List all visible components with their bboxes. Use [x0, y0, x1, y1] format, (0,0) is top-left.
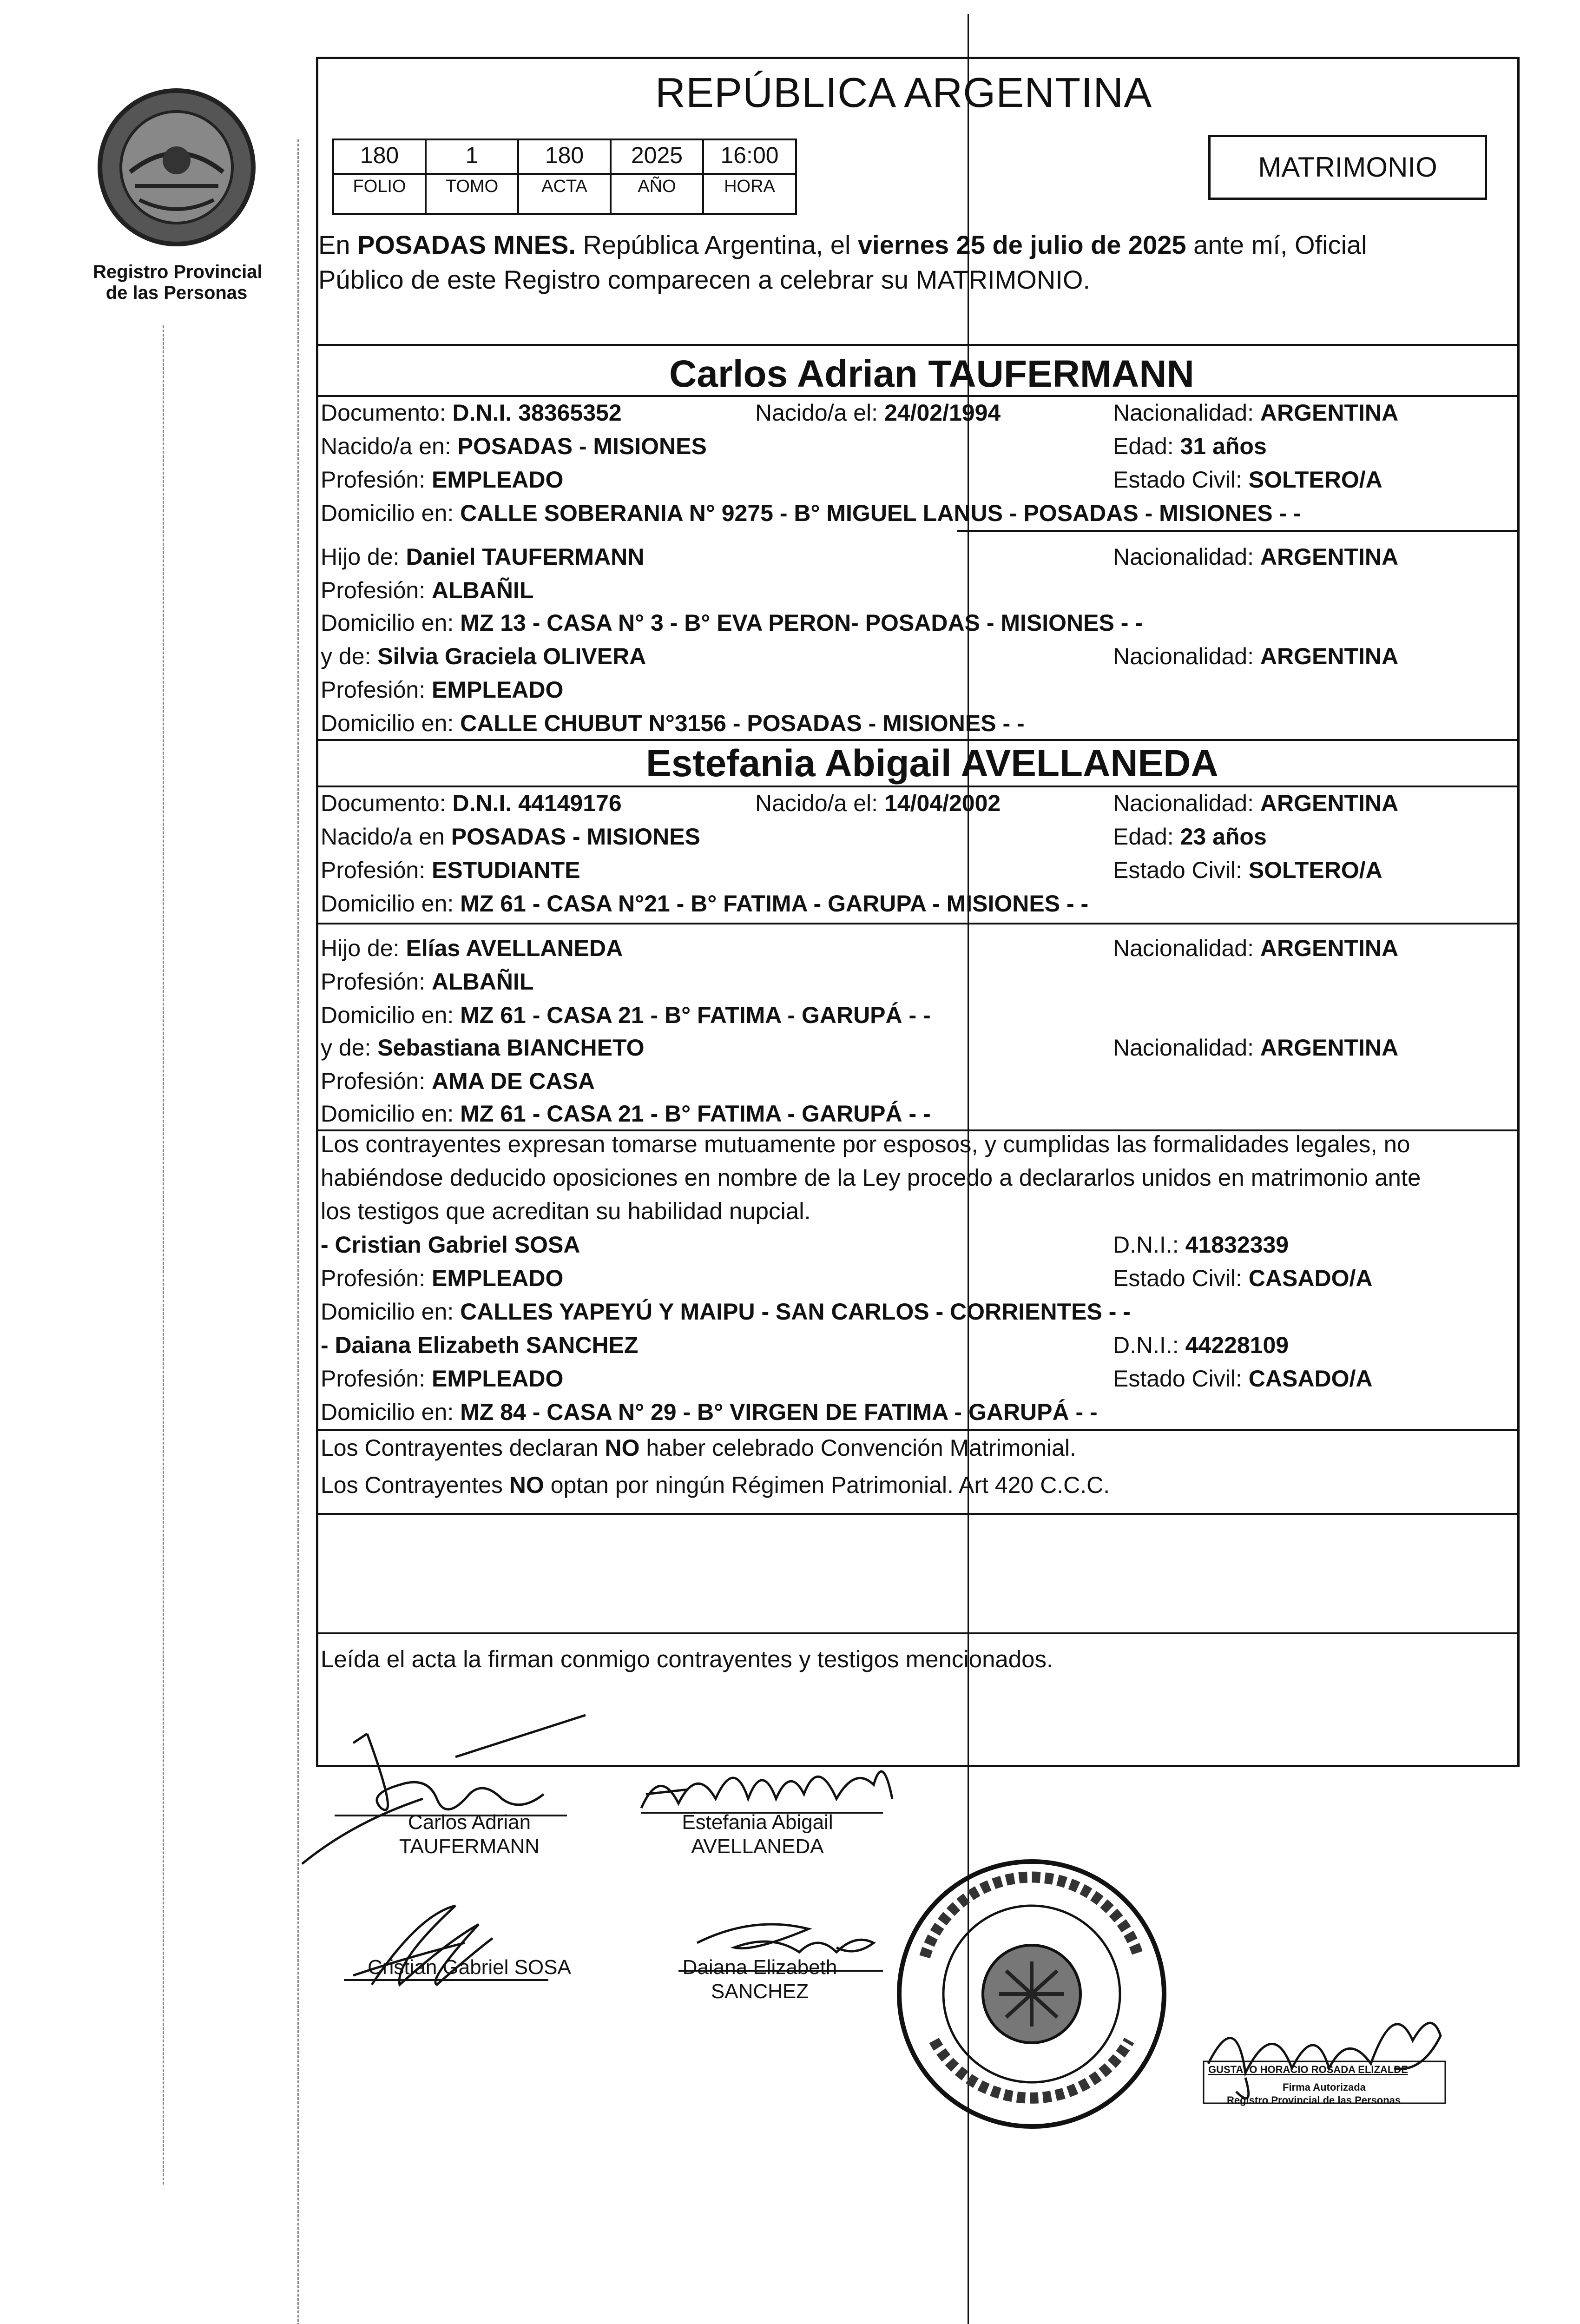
divider-spouse2: [316, 786, 1520, 787]
spouse2-father: Hijo de: Elías AVELLANEDA: [321, 935, 623, 961]
witness1-dni: D.N.I.: 41832339: [1113, 1232, 1289, 1258]
official-seal-icon: [892, 1855, 1171, 2133]
declaration-line-2: habiéndose deducido oposiciones en nombre de la Ley procedo a declararlos unidos en matrimonio ante: [321, 1164, 1421, 1191]
witness2-dni: D.N.I.: 44228109: [1113, 1332, 1289, 1358]
witness1-address: Domicilio en: CALLES YAPEYÚ Y MAIPU - SAN CARLOS - CORRIENTES - -: [321, 1299, 1131, 1325]
official-name: GUSTAVO HORACIO ROSADA ELIZALDE: [1208, 2064, 1408, 2075]
spouse1-mother-nationality: Nacionalidad: ARGENTINA: [1113, 643, 1399, 669]
tomo-label: TOMO: [445, 177, 499, 196]
divider-blank-section: [316, 1513, 1520, 1515]
tomo-cell: [425, 139, 519, 215]
year-label: AÑO: [638, 177, 676, 196]
spouse2-profession: Profesión: ESTUDIANTE: [321, 857, 580, 883]
witness2-sig-name-2: SANCHEZ: [711, 1980, 809, 2003]
divider-convention: [316, 1429, 1520, 1431]
witness2-civil-status: Estado Civil: CASADO/A: [1113, 1366, 1373, 1392]
divider-spouse1-parents: [957, 530, 1520, 532]
divider-header: [316, 344, 1520, 346]
spouse1-profession: Profesión: EMPLEADO: [321, 467, 564, 493]
declaration-line-3: los testigos que acreditan su habilidad nupcial.: [321, 1198, 811, 1224]
spouse1-name: Carlos Adrian TAUFERMANN: [669, 353, 1194, 395]
year-value: 2025: [612, 140, 702, 175]
bride-sig-name-2: AVELLANEDA: [691, 1835, 824, 1858]
spouse1-father-nationality: Nacionalidad: ARGENTINA: [1113, 544, 1399, 570]
signature-official: [1152, 1980, 1478, 2129]
official-title-2: Registro Provincial de las Personas: [1227, 2094, 1401, 2106]
bride-sig-name-1: Estefania Abigail: [682, 1811, 833, 1834]
logo-caption-1: Registro Provincial: [93, 262, 263, 282]
margin-mark-inner: [297, 139, 299, 2324]
spouse2-name: Estefania Abigail AVELLANEDA: [646, 742, 1218, 785]
spouse1-document: Documento: D.N.I. 38365352: [321, 400, 622, 426]
spouse2-mother-profession: Profesión: AMA DE CASA: [321, 1068, 595, 1094]
divider-closing: [316, 1632, 1520, 1634]
folio-cell: [332, 139, 427, 215]
spouse2-father-nationality: Nacionalidad: ARGENTINA: [1113, 935, 1399, 961]
spouse1-civil-status: Estado Civil: SOLTERO/A: [1113, 467, 1382, 493]
logo-caption-2: de las Personas: [105, 283, 248, 303]
spouse1-mother-profession: Profesión: EMPLEADO: [321, 677, 564, 703]
spouse2-document: Documento: D.N.I. 44149176: [321, 790, 622, 816]
spouse2-civil-status: Estado Civil: SOLTERO/A: [1113, 857, 1382, 883]
spouse2-nationality: Nacionalidad: ARGENTINA: [1113, 790, 1399, 816]
spouse1-father: Hijo de: Daniel TAUFERMANN: [321, 544, 645, 570]
page-title: REPÚBLICA ARGENTINA: [655, 70, 1152, 116]
witness1-profession: Profesión: EMPLEADO: [321, 1265, 564, 1291]
closing-statement: Leída el acta la firman conmigo contrayentes y testigos mencionados.: [321, 1646, 1053, 1672]
groom-sig-name-1: Carlos Adrian: [408, 1811, 531, 1834]
spouse2-birthdate: Nacido/a el: 14/04/2002: [755, 790, 1001, 816]
spouse2-birthplace: Nacido/a en POSADAS - MISIONES: [321, 824, 700, 850]
convention-line-1: Los Contrayentes declaran NO haber celebrado Convención Matrimonial.: [321, 1435, 1076, 1461]
groom-sig-name-2: TAUFERMANN: [399, 1835, 540, 1858]
spouse1-mother: y de: Silvia Graciela OLIVERA: [321, 643, 646, 669]
spouse1-father-profession: Profesión: ALBAÑIL: [321, 577, 534, 603]
spouse1-father-address: Domicilio en: MZ 13 - CASA N° 3 - B° EVA PERON- POSADAS - MISIONES - -: [321, 610, 1143, 636]
divider-spouse1: [316, 395, 1520, 397]
spouse1-mother-address: Domicilio en: CALLE CHUBUT N°3156 - POSADAS - MISIONES - -: [321, 710, 1025, 736]
convention-line-2: Los Contrayentes NO optan por ningún Régimen Patrimonial. Art 420 C.C.C.: [321, 1472, 1110, 1498]
witness2-name: - Daiana Elizabeth SANCHEZ: [321, 1332, 639, 1358]
spouse1-nationality: Nacionalidad: ARGENTINA: [1113, 400, 1399, 426]
spouse1-address: Domicilio en: CALLE SOBERANIA N° 9275 - B° MIGUEL LANUS - POSADAS - MISIONES - -: [321, 500, 1301, 526]
witness1-civil-status: Estado Civil: CASADO/A: [1113, 1265, 1373, 1291]
folio-label: FOLIO: [353, 177, 406, 196]
acta-label: ACTA: [541, 177, 587, 196]
spouse2-father-address: Domicilio en: MZ 61 - CASA 21 - B° FATIMA - GARUPÁ - -: [321, 1002, 931, 1028]
record-type-label: MATRIMONIO: [1258, 152, 1437, 183]
year-cell: [610, 139, 704, 215]
acta-value: 180: [519, 140, 610, 175]
witness2-profession: Profesión: EMPLEADO: [321, 1366, 564, 1392]
tomo-value: 1: [427, 140, 517, 175]
witness2-sig-name-1: Daiana Elizabeth: [682, 1956, 837, 1979]
intro-line-1: En POSADAS MNES. República Argentina, el viernes 25 de julio de 2025 ante mí, Oficial: [318, 230, 1367, 259]
folio-value: 180: [334, 140, 425, 175]
witness2-address: Domicilio en: MZ 84 - CASA N° 29 - B° VIRGEN DE FATIMA - GARUPÁ - -: [321, 1399, 1098, 1425]
spouse2-mother: y de: Sebastiana BIANCHETO: [321, 1035, 645, 1061]
hour-label: HORA: [724, 177, 775, 196]
witness1-name: - Cristian Gabriel SOSA: [321, 1232, 580, 1258]
spouse2-mother-address: Domicilio en: MZ 61 - CASA 21 - B° FATIMA - GARUPÁ - -: [321, 1101, 931, 1127]
registry-logo: [93, 79, 263, 311]
spouse1-age: Edad: 31 años: [1113, 433, 1267, 459]
intro-line-2: Público de este Registro comparecen a celebrar su MATRIMONIO.: [318, 265, 1090, 294]
divider-spouse2-parents: [316, 923, 1520, 924]
acta-cell: [517, 139, 612, 215]
margin-mark-left: [163, 325, 164, 2185]
spouse2-age: Edad: 23 años: [1113, 824, 1267, 850]
spouse2-father-profession: Profesión: ALBAÑIL: [321, 969, 534, 995]
signature-witness1: [325, 1887, 567, 1999]
record-id-table: [332, 139, 797, 215]
official-title-1: Firma Autorizada: [1283, 2081, 1366, 2093]
spouse2-address: Domicilio en: MZ 61 - CASA N°21 - B° FATIMA - GARUPA - MISIONES - -: [321, 891, 1089, 917]
spouse2-mother-nationality: Nacionalidad: ARGENTINA: [1113, 1035, 1399, 1061]
record-type-box: [1208, 135, 1487, 200]
province-shield-icon: [93, 79, 260, 256]
declaration-line-1: Los contrayentes expresan tomarse mutuamente por esposos, y cumplidas las formalidades legales, no: [321, 1131, 1410, 1157]
spouse1-birthplace: Nacido/a en: POSADAS - MISIONES: [321, 433, 707, 459]
spouse1-birthdate: Nacido/a el: 24/02/1994: [755, 400, 1001, 426]
hour-cell: [702, 139, 797, 215]
witness1-sig-name: Cristian Gabriel SOSA: [368, 1956, 571, 1979]
hour-value: 16:00: [704, 140, 795, 175]
